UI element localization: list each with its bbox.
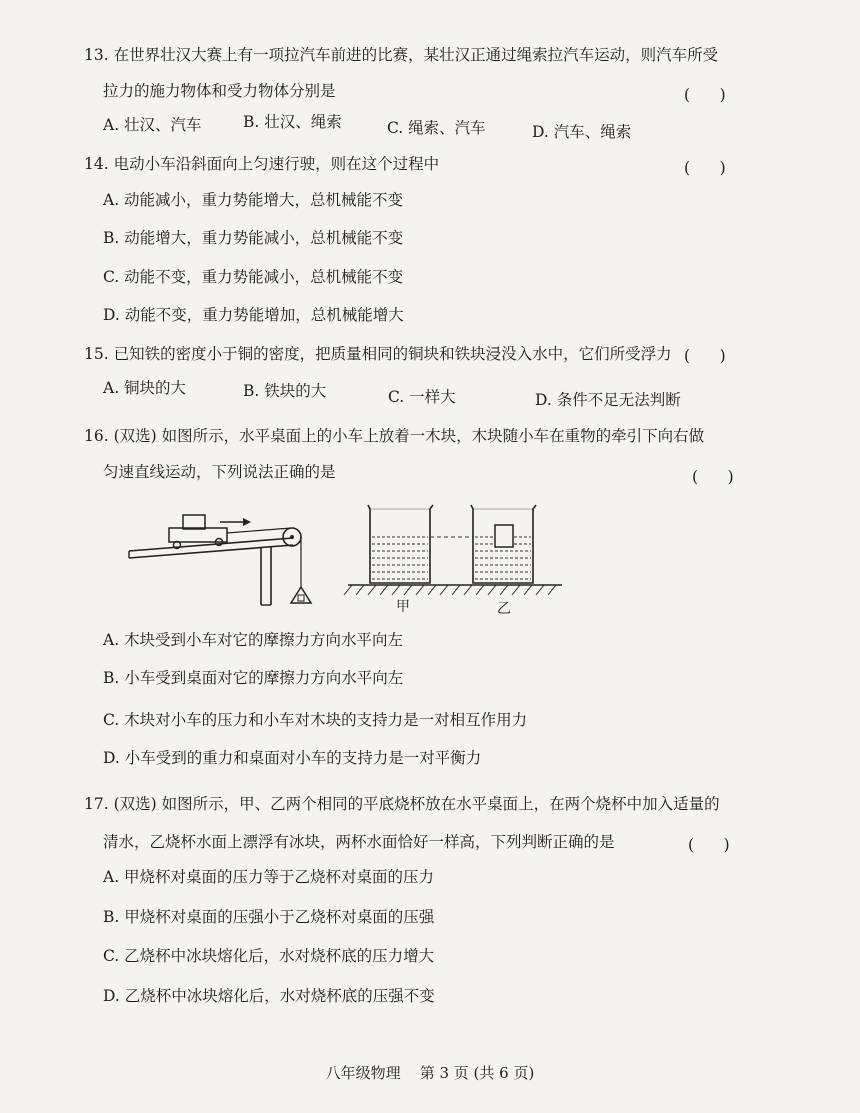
q17-option-a: A. 甲烧杯对桌面的压力等于乙烧杯对桌面的压力 <box>103 868 435 886</box>
q13-answer-paren: ( ) <box>684 86 726 104</box>
q16-answer-paren: ( ) <box>692 468 734 486</box>
cart-body <box>169 528 227 542</box>
q16-option-c: C. 木块对小车的压力和小车对木块的支持力是一对相互作用力 <box>103 711 528 729</box>
q17-stem-line1: 17. (双选) 如图所示，甲、乙两个相同的平底烧杯放在水平桌面上，在两个烧杯中加入适量的 <box>84 795 720 813</box>
q17-option-d: D. 乙烧杯中冰块熔化后，水对烧杯底的压强不变 <box>103 987 435 1005</box>
q15-option-d: D. 条件不足无法判断 <box>535 391 681 409</box>
q13-stem-line1: 13. 在世界壮汉大赛上有一项拉汽车前进的比赛，某壮汉正通过绳索拉汽车运动，则汽车所受 <box>84 46 719 64</box>
q14-option-c: C. 动能不变，重力势能减小，总机械能不变 <box>103 268 404 286</box>
label-yi: 乙 <box>497 601 511 617</box>
q15-option-b: B. 铁块的大 <box>243 382 327 400</box>
q14-stem: 14. 电动小车沿斜面向上匀速行驶，则在这个过程中 <box>84 155 440 173</box>
ice-block <box>495 525 513 547</box>
q17-stem-line2: 清水，乙烧杯水面上漂浮有冰块，两杯水面恰好一样高，下列判断正确的是 <box>103 833 615 851</box>
page-footer: 八年级物理 第 3 页 (共 6 页) <box>325 1064 535 1082</box>
q16-stem-line1: 16. (双选) 如图所示，水平桌面上的小车上放着一木块，木块随小车在重物的牵引下向右做 <box>84 427 705 445</box>
q15-option-a: A. 铜块的大 <box>103 379 187 397</box>
beakers-figure <box>340 495 565 620</box>
q13-option-c: C. 绳索、汽车 <box>387 119 486 137</box>
q13-option-b: B. 壮汉、绳索 <box>243 113 342 131</box>
q17-answer-paren: ( ) <box>688 836 730 854</box>
label-jia: 甲 <box>396 599 410 615</box>
q14-option-b: B. 动能增大，重力势能减小，总机械能不变 <box>103 229 404 247</box>
q17-option-b: B. 甲烧杯对桌面的压强小于乙烧杯对桌面的压强 <box>103 908 435 926</box>
wood-block <box>183 515 205 529</box>
q16-option-d: D. 小车受到的重力和桌面对小车的支持力是一对平衡力 <box>103 749 482 767</box>
q16-option-b: B. 小车受到桌面对它的摩擦力方向水平向左 <box>103 669 404 687</box>
q14-option-d: D. 动能不变，重力势能增加，总机械能增大 <box>103 306 404 324</box>
q16-stem-line2: 匀速直线运动，下列说法正确的是 <box>103 463 336 481</box>
q17-option-c: C. 乙烧杯中冰块熔化后，水对烧杯底的压力增大 <box>103 947 435 965</box>
q13-option-d: D. 汽车、绳索 <box>532 123 632 141</box>
q14-option-a: A. 动能减小，重力势能增大，总机械能不变 <box>103 191 404 209</box>
cart-pulley-figure <box>125 505 325 610</box>
q13-stem-line2: 拉力的施力物体和受力物体分别是 <box>103 82 336 100</box>
q15-stem: 15. 已知铁的密度小于铜的密度，把质量相同的铜块和铁块浸没入水中，它们所受浮力 <box>84 345 672 363</box>
q15-option-c: C. 一样大 <box>388 388 456 406</box>
q13-option-a: A. 壮汉、汽车 <box>103 116 202 134</box>
q16-option-a: A. 木块受到小车对它的摩擦力方向水平向左 <box>103 631 404 649</box>
q15-answer-paren: ( ) <box>684 347 726 365</box>
q14-answer-paren: ( ) <box>684 159 726 177</box>
